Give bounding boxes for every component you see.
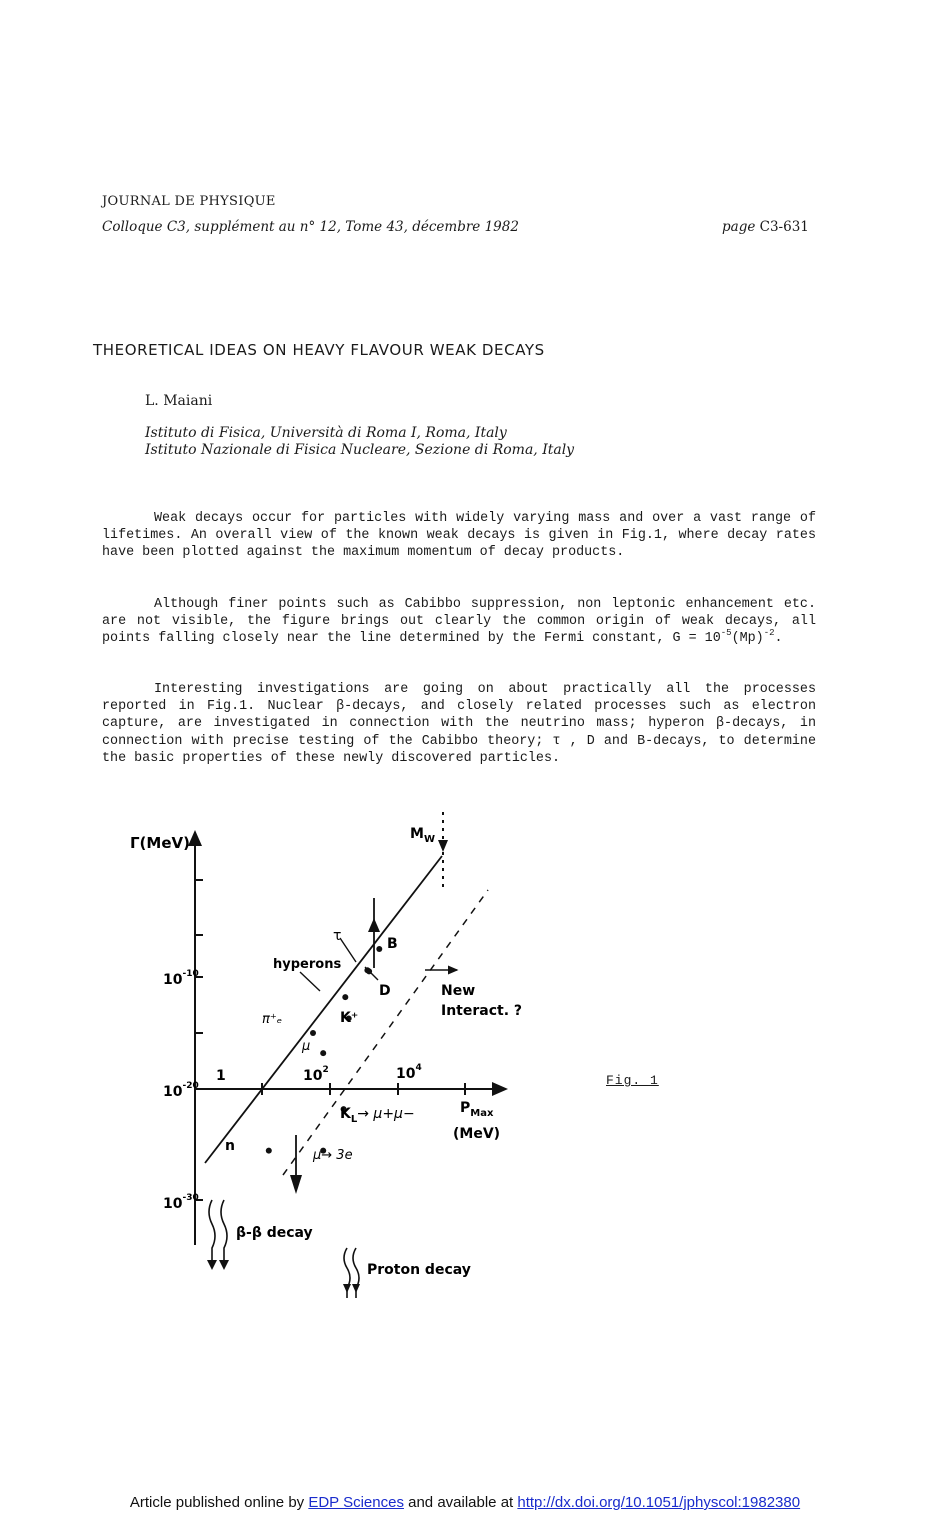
- y-axis-label: Γ(MeV): [130, 834, 190, 852]
- data-point: [310, 1030, 316, 1036]
- page-label: page: [722, 219, 756, 235]
- figure-1: [0, 790, 930, 1320]
- paragraph-3-text: Interesting investigations are going on about practically all the processes reported in Fig.1. Nuclear β-decays, and closely related processes such as electron capture, are investigated in connection with the neutrino mass; hyperon β-decays, in connection with precise testing of the Cabibbo theory; τ , D and B-decays, to determine the basic properties of these newly discovered particles.: [102, 682, 816, 766]
- figure-caption: Fig. 1: [606, 1073, 659, 1088]
- y-axis-arrow-icon: [188, 830, 202, 846]
- tau-label: τ: [333, 928, 342, 944]
- x-axis-unit: (MeV): [453, 1126, 501, 1142]
- k-label: K⁺: [340, 1010, 359, 1026]
- paragraph-1-text: Weak decays occur for particles with widely varying mass and over a vast range of lifetimes. An overall view of the known weak decays is given in Fig.1, where decay rates have been plotted against the maximum momentum of decay products.: [102, 511, 816, 561]
- new-interact-label-2: Interact. ?: [441, 1003, 523, 1019]
- exponent-g: -5: [720, 628, 732, 639]
- footer-text: Article published online by: [129, 1494, 309, 1511]
- doi-link[interactable]: http://dx.doi.org/10.1051/jphyscol:1982380: [517, 1494, 801, 1511]
- x-axis-label: $P_{Max}$: [460, 1100, 494, 1119]
- paper-title: THEORETICAL IDEAS ON HEAVY FLAVOUR WEAK DECAYS: [93, 341, 545, 359]
- page-value: C3-631: [759, 219, 809, 235]
- pi-label: π⁺ₑ: [262, 1012, 283, 1027]
- data-point: [342, 994, 348, 1000]
- data-point: [266, 1148, 272, 1154]
- colloque-line: Colloque C3, supplément au n° 12, Tome 43, décembre 1982: [102, 219, 519, 235]
- paragraph-2-text: Although finer points such as Cabibbo suppression, non leptonic enhancement etc. are not visible, the figure brings out clearly the common origin of weak decays, all points falling closely near the line determined by the Fermi constant, G = 10: [102, 597, 816, 647]
- d-label: D: [379, 983, 391, 999]
- page-number: [722, 219, 809, 235]
- kl-label: $K_L\to \mu+\mu-$: [340, 1106, 415, 1125]
- affiliation-1: Istituto di Fisica, Università di Roma I, Roma, Italy: [145, 425, 507, 441]
- exponent-mp: -2: [763, 628, 775, 639]
- affiliation-2: Istituto Nazionale di Fisica Nucleare, Sezione di Roma, Italy: [145, 442, 575, 458]
- paragraph-2: [102, 596, 816, 648]
- period: .: [774, 631, 783, 647]
- y-tick-label: $10^{-20}$: [163, 1081, 199, 1100]
- mass-unit: (Mp): [731, 631, 764, 647]
- y-tick-label: $10^{-10}$: [163, 969, 199, 988]
- b-arrow-icon: [368, 918, 380, 932]
- proton-decay-label: Proton decay: [367, 1262, 471, 1278]
- author: L. Maiani: [145, 393, 213, 409]
- x-tick-label: $10^2$: [303, 1065, 329, 1084]
- x-axis-arrow-icon: [492, 1082, 508, 1096]
- mw-arrow-icon: [438, 840, 448, 852]
- n-label: n: [225, 1138, 235, 1154]
- hyperons-label: hyperons: [273, 957, 342, 972]
- footer-text-mid: and available at: [403, 1494, 518, 1511]
- bb-decay-label: β-β decay: [236, 1225, 313, 1241]
- paragraph-1: [102, 510, 816, 562]
- mu3e-label: μ→ 3e: [313, 1148, 353, 1163]
- paragraph-3: [102, 681, 816, 767]
- data-points: [266, 946, 383, 1154]
- edp-link[interactable]: EDP Sciences: [308, 1494, 404, 1511]
- data-point: [320, 1050, 326, 1056]
- b-label: B: [387, 936, 398, 952]
- x-tick-label: $10^4$: [396, 1063, 422, 1082]
- mu3e-arrow-icon: [290, 1175, 302, 1194]
- data-point: [376, 946, 382, 952]
- data-point: [366, 968, 372, 974]
- mu-label: μ: [302, 1039, 311, 1054]
- y-tick-label: $10^{-30}$: [163, 1193, 199, 1212]
- footer: [0, 1494, 930, 1511]
- x-tick-label: 1: [216, 1068, 226, 1084]
- journal-name: JOURNAL DE PHYSIQUE: [102, 194, 276, 209]
- mw-label: $M_W$: [410, 826, 435, 845]
- new-interact-label: New: [441, 983, 476, 999]
